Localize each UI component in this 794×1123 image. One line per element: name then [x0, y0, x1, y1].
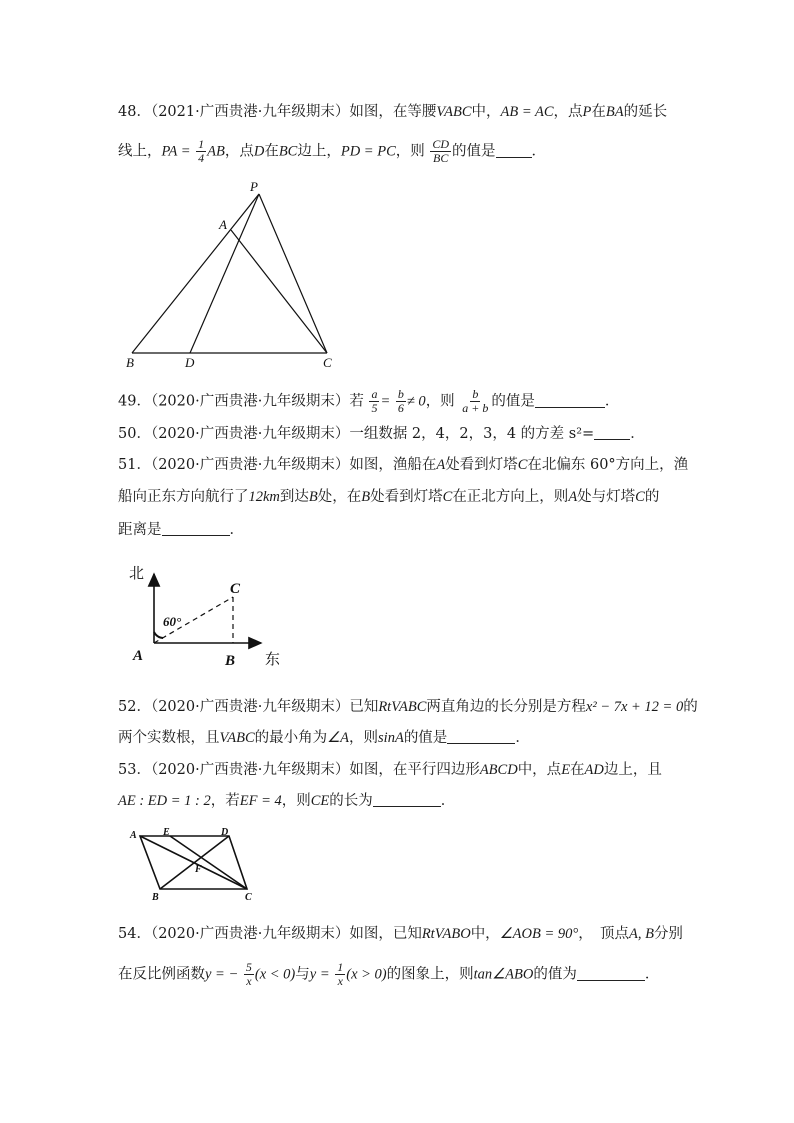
line-PC [259, 194, 327, 353]
answer-blank [373, 792, 441, 807]
label-C: C [245, 892, 252, 903]
q52-line-1: 52．（2020·广西贵港·九年级期末）已知RtVABC两直角边的长分别是方程x² − 7x + 12 = 0的 [118, 699, 698, 715]
q51-line-1: 51．（2020·广西贵港·九年级期末）如图，渔船在A处看到灯塔C在北偏东 60°方向上，渔 [118, 457, 689, 473]
line-AC [231, 230, 327, 353]
question-source: （2020·广西贵港·九年级期末） [150, 393, 350, 410]
q54-line-1: 54．（2020·广西贵港·九年级期末）如图，已知RtVABO中，∠AOB = 90°， 顶点A, B分别 [118, 926, 683, 942]
answer-blank [496, 143, 532, 158]
question-source: （2020·广西贵港·九年级期末） [150, 762, 350, 778]
question-number: 52． [118, 699, 151, 715]
q53-line-2: AE : ED = 1 : 2，若EF = 4，则CE的长为 ． [118, 793, 456, 809]
label-B: B [126, 355, 134, 370]
q54-line-2: 在反比例函数y = − $\frac{5}{x}$ (x < 0)与y = $\frac{1}{x}$ (x > 0)的图象上，则tan∠ABO的值为 ． [118, 960, 660, 988]
q50-line: 50．（2020·广西贵港·九年级期末）一组数据 2，4，2，3，4 的方差 s²= ． [118, 426, 645, 442]
label-P: P [250, 179, 258, 194]
q53-parallelogram-figure [125, 826, 265, 904]
diagonal-DB [160, 836, 229, 889]
question-source: （2020·广西贵港·九年级期末） [150, 926, 350, 942]
question-number: 48． [118, 104, 151, 120]
angle-arc [154, 632, 163, 638]
question-number: 51． [118, 457, 151, 473]
fraction: $\frac{a}{5}$ [371, 387, 378, 415]
question-number: 49． [118, 393, 151, 410]
line-EC [170, 836, 247, 889]
question-source: （2020·广西贵港·九年级期末） [150, 457, 350, 473]
q48-line-1: 48．（2021·广西贵港·九年级期末）如图，在等腰VABC中，AB = AC，点P在BA的延长 [118, 104, 668, 120]
label-F: F [195, 864, 202, 875]
fraction: $\frac{b}{6}$ [397, 387, 404, 415]
fraction: $\frac{1}{x}$ [337, 960, 344, 988]
q51-line-2: 船向正东方向航行了12km到达B处，在B处看到灯塔C在正北方向上，则A处与灯塔C的 [118, 489, 660, 505]
answer-blank [162, 521, 230, 536]
fraction: $\frac{5}{x}$ [245, 960, 252, 988]
question-source: （2020·广西贵港·九年级期末） [150, 699, 350, 715]
question-source: （2021·广西贵港·九年级期末） [150, 104, 350, 120]
q49-line: 49．（2020·广西贵港·九年级期末）若 $\frac{a}{5}$ = $\frac{b}{6}$ ≠ 0，则 $\frac{b}{a + b}$ 的值是 ． [118, 387, 620, 415]
answer-blank [535, 393, 605, 408]
q48-line-2: 线上，PA = $\frac{1}{4}$ AB，点D在BC边上，PD = PC，则 $\frac{CD}{BC}$ 的值是 ． [118, 137, 547, 165]
answer-blank [447, 729, 515, 744]
q51-line-3: 距离是 ． [118, 522, 244, 538]
label-A: A [133, 648, 144, 664]
answer-blank [577, 966, 645, 981]
label-angle: 60° [163, 614, 182, 629]
label-A: A [219, 217, 227, 232]
question-source: （2020·广西贵港·九年级期末） [150, 426, 350, 442]
answer-blank [594, 425, 630, 440]
question-number: 50． [118, 426, 151, 442]
label-E: E [163, 827, 170, 838]
fraction: $\frac{b}{a + b}$ [462, 387, 489, 415]
q48-triangle-figure [120, 180, 350, 372]
q52-line-2: 两个实数根，且VABC的最小角为∠A，则sinA的值是 ． [118, 730, 530, 746]
label-C: C [323, 355, 332, 370]
label-east: 东 [265, 652, 281, 668]
line-PB [132, 194, 259, 353]
label-B: B [152, 892, 159, 903]
fraction: $\frac{1}{4}$ [198, 137, 205, 165]
label-A: A [130, 830, 137, 841]
question-number: 53． [118, 762, 151, 778]
label-north: 北 [129, 566, 145, 582]
fraction: $\frac{CD}{BC}$ [432, 137, 450, 165]
label-C: C [230, 581, 241, 597]
label-B: B [225, 653, 236, 669]
q51-direction-figure [125, 560, 295, 675]
label-D: D [185, 355, 195, 370]
label-D: D [221, 827, 229, 838]
question-number: 54． [118, 926, 151, 942]
q53-line-1: 53．（2020·广西贵港·九年级期末）如图，在平行四边形ABCD中，点E在AD边上，且 [118, 762, 662, 778]
